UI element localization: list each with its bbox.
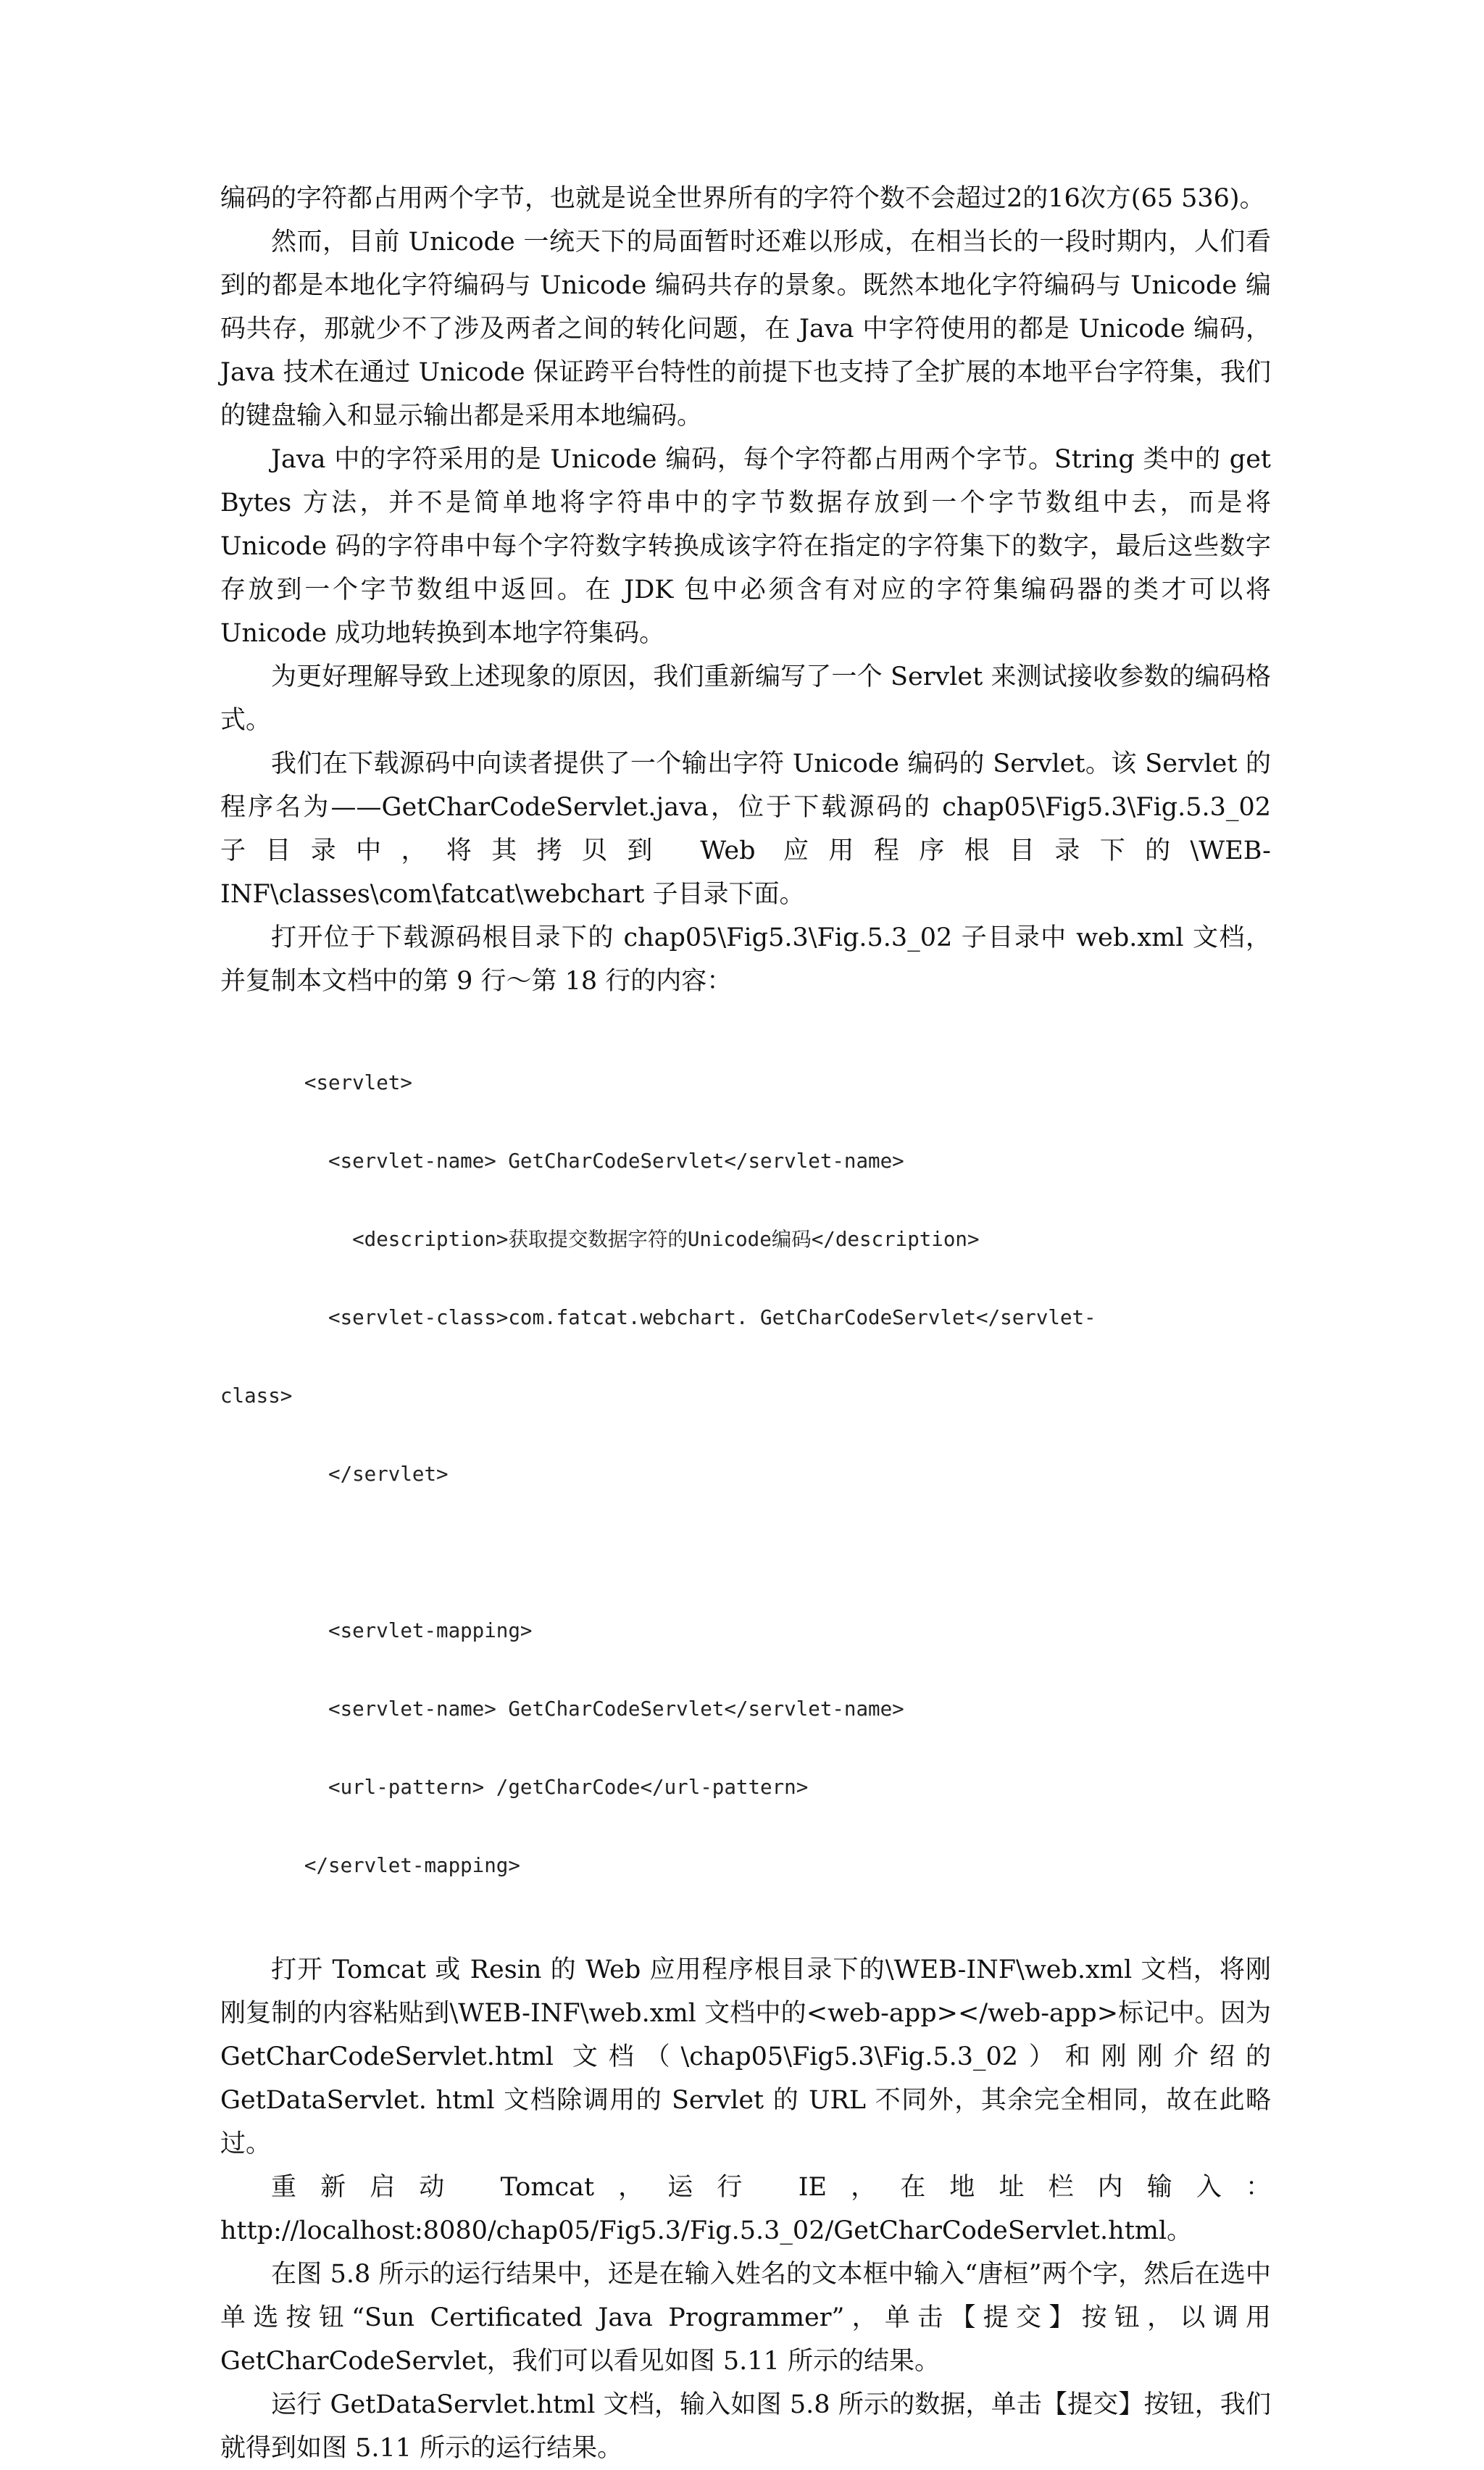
paragraph: 运行 GetDataServlet.html 文档，输入如图 5.8 所示的数据，单击【提交】按钮，我们就得到如图 5.11 所示的运行结果。 [220, 2390, 1271, 2463]
paragraph: Java 中的字符采用的是 Unicode 编码，每个字符都占用两个字节。String 类中的 get Bytes 方法，并不是简单地将字符串中的字节数据存放到一个字节数组中去，而是将 Unicode 码的字符串中每个字符数字转换成该字符在指定的字符集下的数字，最后这些数字存放到一个字节数组中返回。在 JDK 包中必须含有对应的字符集编码器的类才可以将 Unicode 成功地转换到本地字符集码。 [220, 445, 1297, 648]
code-line: </servlet-mapping> [220, 1854, 520, 1877]
paragraph: 我们在下载源码中向读者提供了一个输出字符 Unicode 编码的 Servlet。该 Servlet 的程序名为——GetCharCodeServlet.java，位于下载源码的 chap05\Fig5.3\Fig.5.3_02 子目录中，将其拷贝到 Web 应用程序根目录下的\WEB-INF\classes\com\fatcat\webchart 子目录下面。 [220, 749, 1271, 909]
paragraph: 打开 Tomcat 或 Resin 的 Web 应用程序根目录下的\WEB-INF\web.xml 文档，将刚刚复制的内容粘贴到\WEB-INF\web.xml 文档中的<web-app></web-app>标记中。因为 GetCharCodeServlet.html 文档（\chap05\Fig5.3\Fig.5.3_02）和刚刚介绍的 GetDataServlet. html 文档除调用的 Servlet 的 URL 不同外，其余完全相同，故在此略过。 [220, 1955, 1271, 2158]
paragraph: 然而，目前 Unicode 一统天下的局面暂时还难以形成，在相当长的一段时期内，人们看到的都是本地化字符编码与 Unicode 编码共存的景象。既然本地化字符编码与 Unicode 编码共存，那就少不了涉及两者之间的转化问题，在 Java 中字符使用的都是 Unicode 编码，Java 技术在通过 Unicode 保证跨平台特性的前提下也支持了全扩展的本地平台字符集，我们的键盘输入和显示输出都是采用本地编码。 [220, 228, 1271, 431]
code-line: <servlet> [220, 1071, 412, 1094]
document-page [220, 177, 1297, 2470]
code-line: <servlet-name> GetCharCodeServlet</servlet-name> [220, 1149, 904, 1173]
code-line: <servlet-class>com.fatcat.webchart. GetCharCodeServlet</servlet- [220, 1306, 1096, 1329]
body-text-after-code [220, 1948, 1271, 2470]
code-line [220, 1539, 1271, 1565]
code-line: <servlet-mapping> [220, 1619, 533, 1642]
code-listing [220, 1018, 1271, 1931]
code-line: </servlet> [220, 1463, 449, 1486]
paragraph: 编码的字符都占用两个字节，也就是说全世界所有的字符个数不会超过2的16次方(65 536)。 [220, 184, 1265, 213]
code-line: <url-pattern> /getCharCode</url-pattern> [220, 1776, 809, 1799]
paragraph: 在图 5.8 所示的运行结果中，还是在输入姓名的文本框中输入“唐桓”两个字，然后在选中单选按钮“Sun Certificated Java Programmer”，单击【提交】按钮，以调用 GetCharCodeServlet，我们可以看见如图 5.11 所示的结果。 [220, 2260, 1271, 2376]
body-text-before-code [220, 177, 1297, 1003]
paragraph: 为更好理解导致上述现象的原因，我们重新编写了一个 Servlet 来测试接收参数的编码格式。 [220, 662, 1271, 735]
code-line: class> [220, 1384, 293, 1407]
code-line: <description>获取提交数据字符的Unicode编码</description> [220, 1228, 980, 1251]
paragraph: 重新启动 Tomcat，运行 IE，在地址栏内输入：http://localhost:8080/chap05/Fig5.3/Fig.5.3_02/GetCharCodeServlet.html。 [220, 2173, 1271, 2245]
paragraph: 打开位于下载源码根目录下的 chap05\Fig5.3\Fig.5.3_02 子目录中 web.xml 文档，并复制本文档中的第 9 行～第 18 行的内容： [220, 923, 1271, 996]
code-line: <servlet-name> GetCharCodeServlet</servlet-name> [220, 1697, 904, 1721]
